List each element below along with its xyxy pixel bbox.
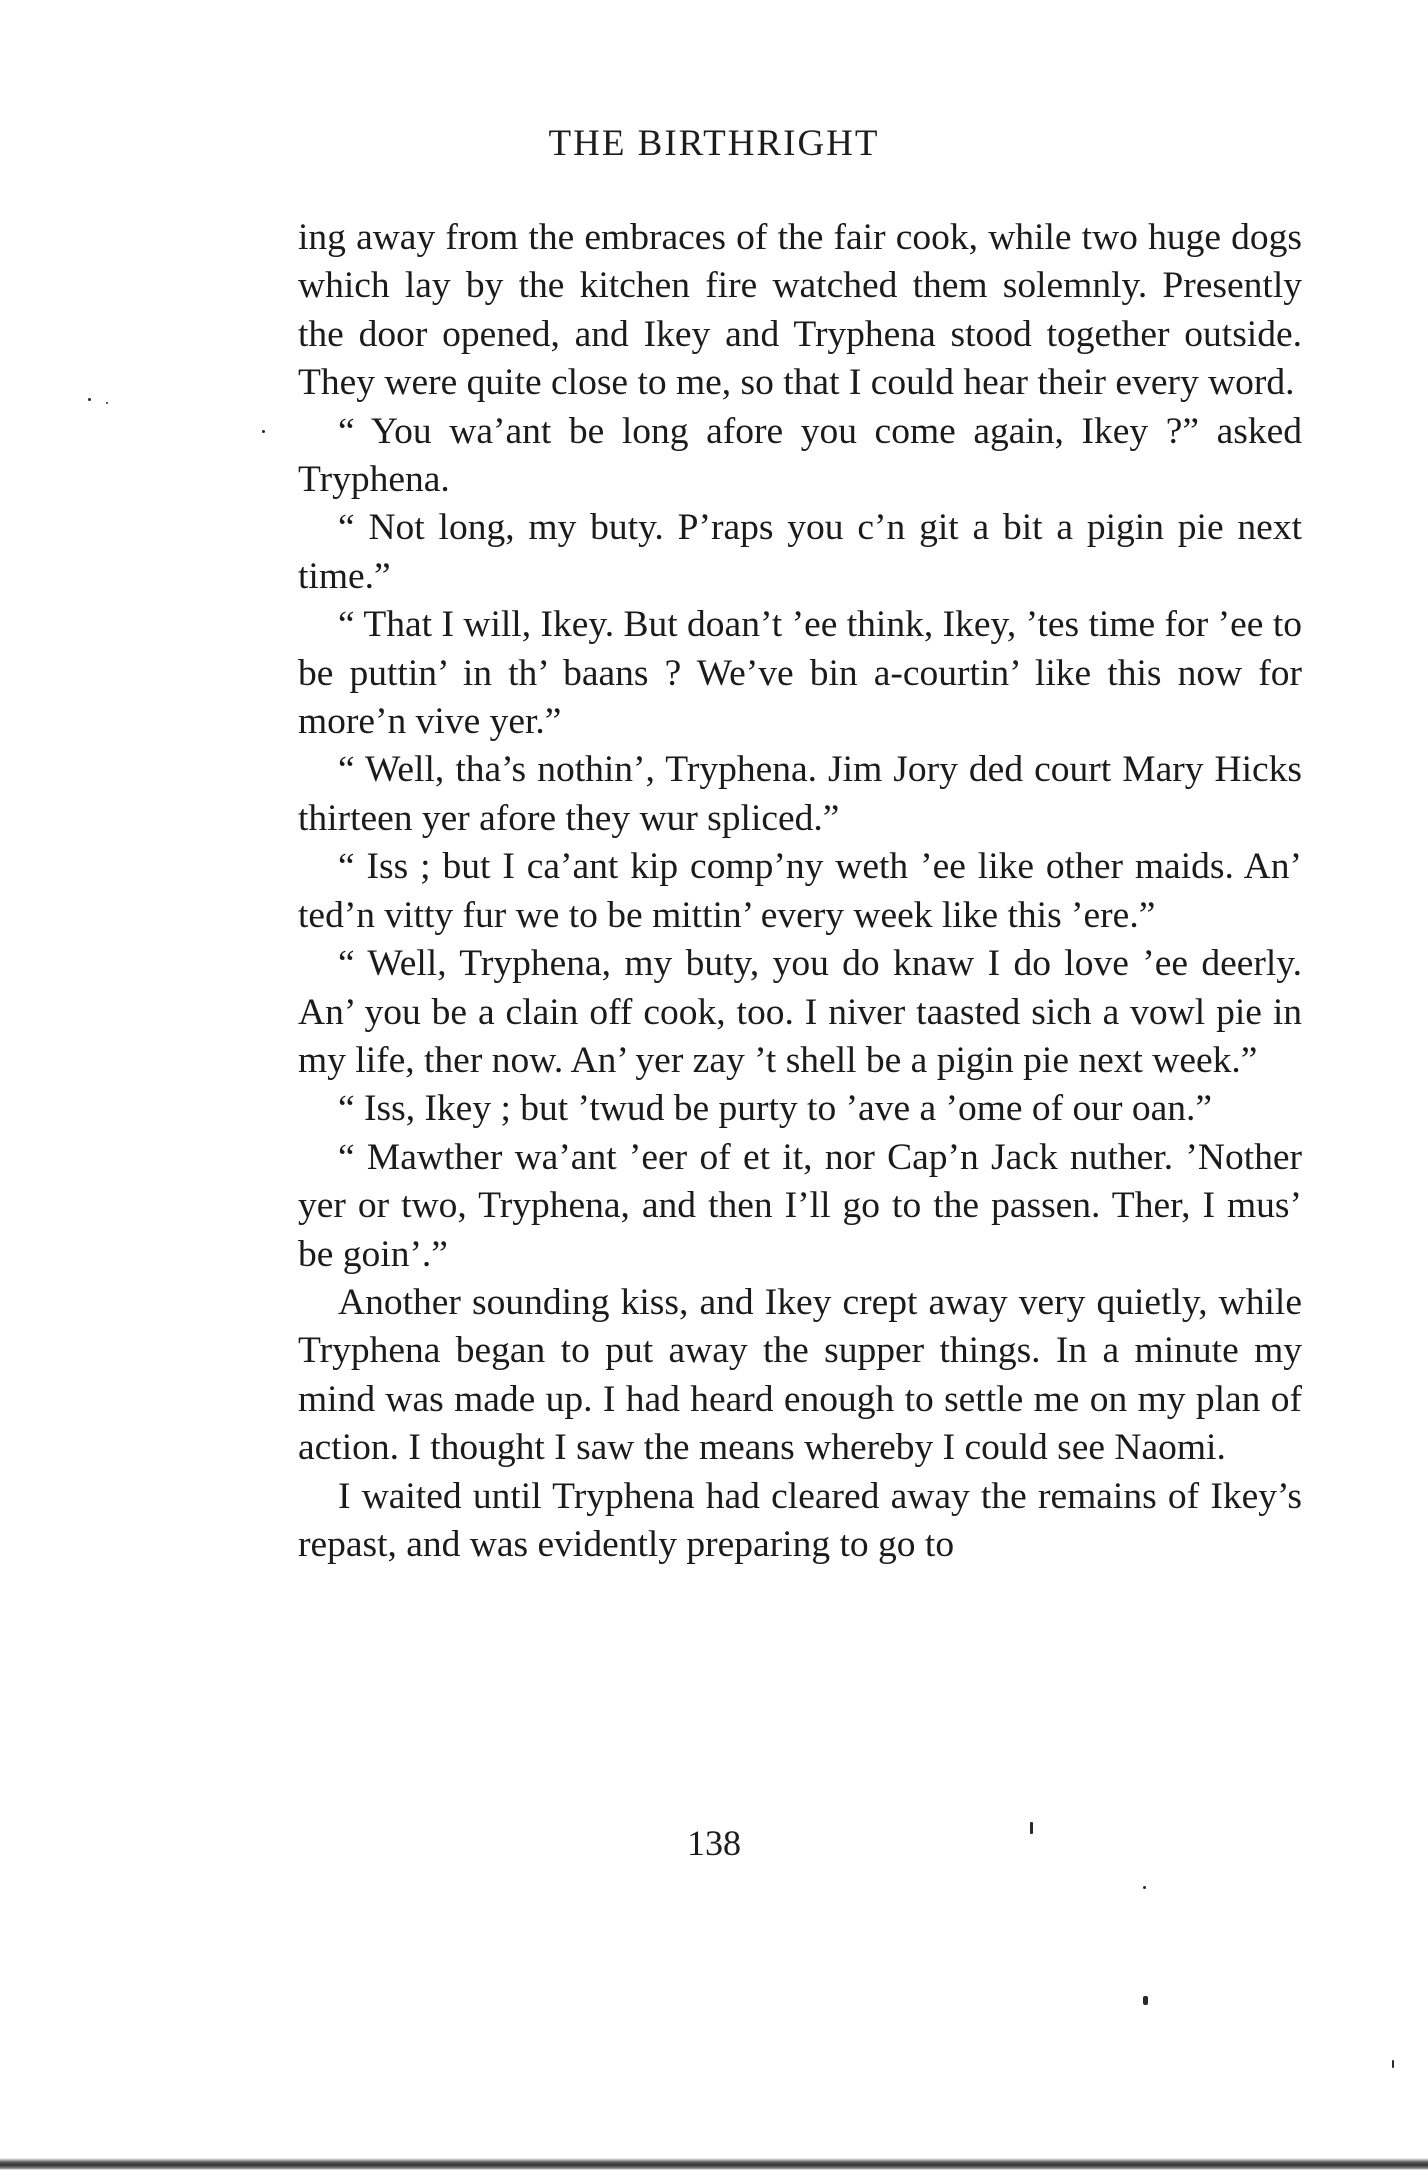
paragraph-9: “ Mawther wa’ant ’eer of et it, nor Cap’n Jack nuther. ’Nother yer or two, Tryphena, and then I’ll go to the passen. Ther, I mus’ be goin’.” [298, 1136, 1302, 1275]
scan-speck [1392, 2060, 1394, 2068]
body-text [298, 214, 1302, 1569]
paragraph-6: “ Iss ; but I ca’ant kip comp’ny weth ’ee like other maids. An’ ted’n vitty fur we to be mittin’ every week like this ’ere.” [298, 846, 1302, 936]
scan-bottom-edge [0, 2158, 1428, 2170]
paragraph-3: “ Not long, my buty. P’raps you c’n git a bit a pigin pie next time.” [298, 507, 1302, 597]
scan-speck [262, 430, 265, 433]
paragraph-2: “ You wa’ant be long afore you come again, Ikey ?” asked Tryphena. [298, 410, 1302, 501]
scan-speck [1143, 1886, 1146, 1889]
scan-speck [106, 402, 108, 404]
paragraph-8: “ Iss, Ikey ; but ’twud be purty to ’ave a ’ome of our oan.” [338, 1088, 1213, 1130]
scan-speck [1030, 1822, 1033, 1834]
paragraph-1: ing away from the embraces of the fair cook, while two huge dogs which lay by the kitchen fire watched them solemnly. Presently the door opened, and Ikey and Tryphena stood together outside. They were quite close to me, so that I could hear their every word. [298, 217, 1302, 404]
scan-speck [88, 398, 91, 401]
paragraph-7: “ Well, Tryphena, my buty, you do knaw I do love ’ee deerly. An’ you be a clain off cook, too. I niver taasted sich a vowl pie in my life, ther now. An’ yer zay ’t shell be a pigin pie next week.” [298, 943, 1302, 1081]
paragraph-4: “ That I will, Ikey. But doan’t ’ee think, Ikey, ’tes time for ’ee to be puttin’ in th’ baans ? We’ve bin a-courtin’ like this now for more’n vive yer.” [298, 604, 1302, 743]
paragraph-10: Another sounding kiss, and Ikey crept away very quietly, while Tryphena began to put away the supper things. In a minute my mind was made up. I had heard enough to settle me on my plan of action. I thought I saw the means whereby I could see Naomi. [298, 1281, 1302, 1469]
scan-speck [1143, 1996, 1148, 2005]
page-number: 138 [687, 1823, 741, 1863]
paragraph-5: “ Well, tha’s nothin’, Tryphena. Jim Jory ded court Mary Hicks thirteen yer afore they wur spliced.” [298, 749, 1302, 839]
paragraph-11: I waited until Tryphena had cleared away the remains of Ikey’s repast, and was evidently preparing to go to [298, 1475, 1302, 1565]
running-head: THE BIRTHRIGHT [548, 123, 880, 164]
